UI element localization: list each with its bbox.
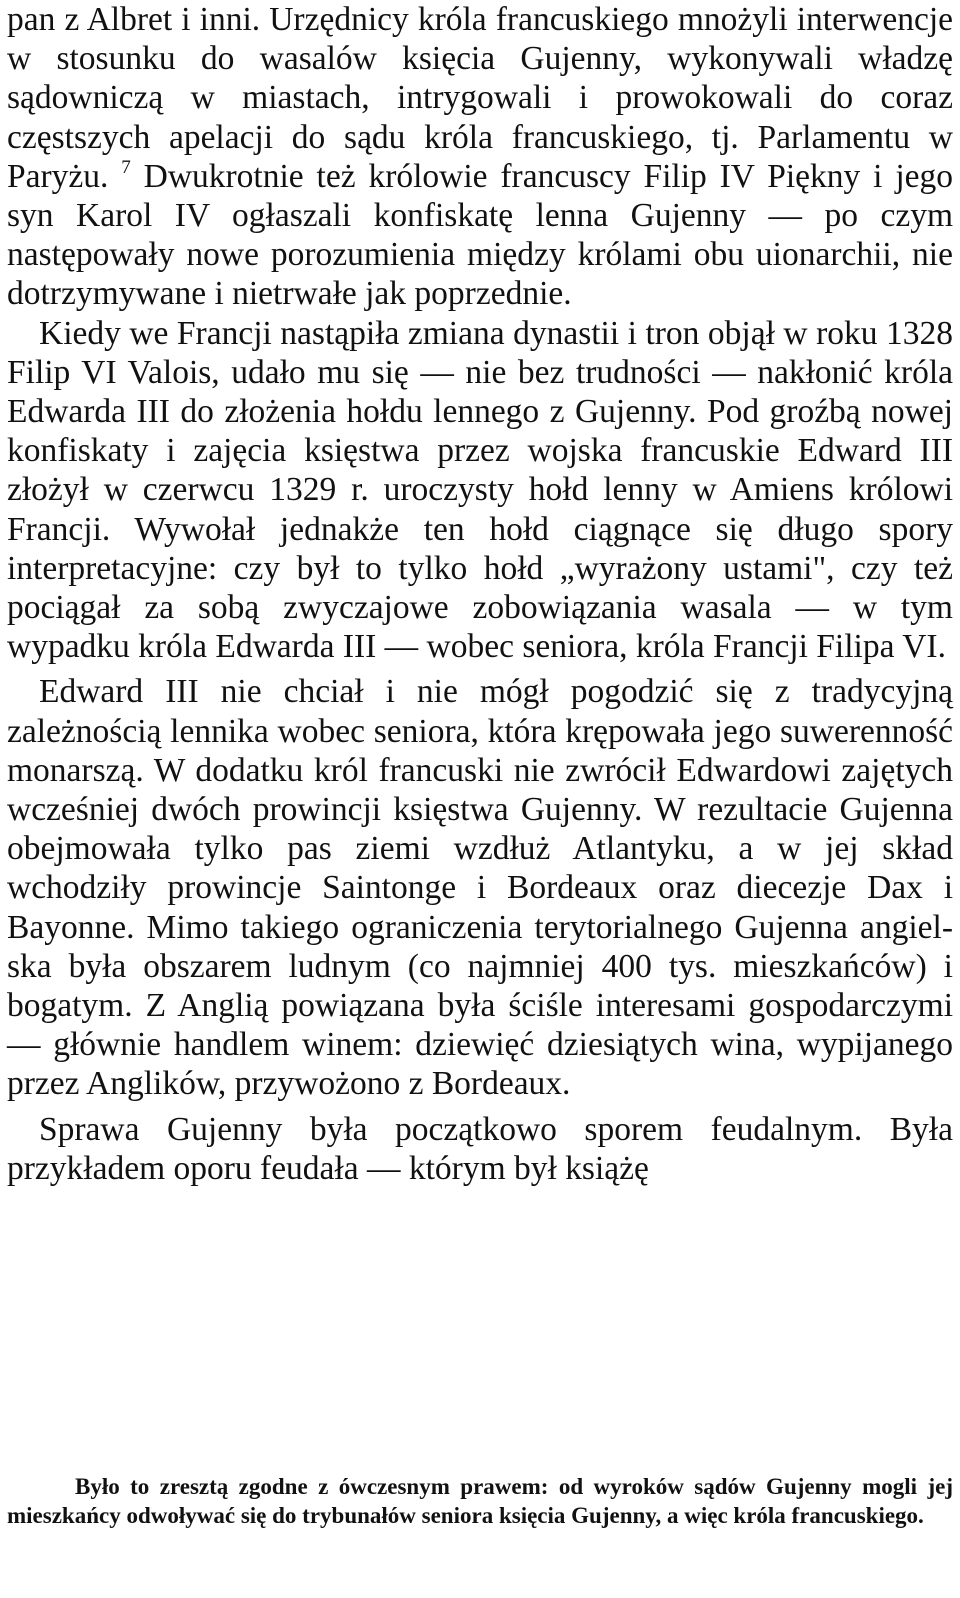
paragraph-3: Edward III nie chciał i nie mógł pogodzić się z tradycyjną zależnością lennika wobec seniora, która krępowała jego suwerenność monarszą. W dodatku król francuski nie zwrócił Edwardowi zajętych wcześniej dwóch prowincji księstwa Gujenny. W rezultacie Gujenna obejmowała tylko pas ziemi wzdłuż Atlantyku, a w jej skład wchodziły prowincje Saintonge i Bordeaux oraz diecezje Dax i Bayonne. Mimo takiego ograniczenia terytorialnego Gujenna angielska była obszarem ludnym (co najmniej 400 tys. mieszkańców) i bogatym. Z Anglią powiązana była ściśle interesami gospodarczymi — głównie handlem winem: dziewięć dziesiątych wina, wypijanego przez Anglików, przywożono z Bordeaux.: [7, 673, 953, 1103]
paragraph-1-text: pan z Albret i inni. Urzędnicy króla francuskiego mnożyli interwencje w stosunku do wasalów księcia Gujenny, wykonywali władzę sądowniczą w miastach, intrygowali i prowokowali do coraz częstszych apelacji do sądu króla francuskiego, tj. Parlamentu w Paryżu.: [7, 1, 953, 195]
document-page: [7, 0, 954, 1528]
paragraph-1: [7, 0, 953, 314]
paragraph-1-text-continued: Dwukrotnie też królowie francuscy Filip IV Piękny i jego syn Karol IV ogłaszali konfiskatę lenna Gujenny — po czym następowały nowe porozumienia między królami obu uionarchii, nie dotrzymywane i nietrwałe jak poprzednie.: [7, 157, 954, 313]
paragraph-2: Kiedy we Francji nastąpiła zmiana dynastii i tron objął w roku 1328 Filip VI Valois, udało mu się — nie bez trudności — nakłonić króla Edwarda III do złożenia hołdu lennego z Gujenny. Pod groźbą nowej konfiskaty i zajęcia księstwa przez wojska francuskie Edward III złożył w czerwcu 1329 r. uroczysty hołd lenny w Amiens królowi Francji. Wywołał jednakże ten hołd ciągnące się długo spory interpretacyjne: czy był to tylko hołd „wyrażony ustami", czy też pociągał za sobą zwyczajowe zobowiązania wasala — w tym wypadku króla Edwarda III — wobec seniora, króla Francji Filipa VI.: [7, 314, 953, 666]
footnote: Było to zresztą zgodne z ówczesnym prawem: od wyroków sądów Gujenny mogli jej mieszkańcy odwoływać się do trybunałów seniora księcia Gujenny, a więc króla francuskiego.: [7, 1474, 953, 1528]
main-text: [7, 0, 953, 1188]
paragraph-4: Sprawa Gujenny była początkowo sporem feudalnym. Była przykładem oporu feudała — którym był książę: [7, 1110, 953, 1187]
footnote-reference: 7: [121, 156, 131, 178]
